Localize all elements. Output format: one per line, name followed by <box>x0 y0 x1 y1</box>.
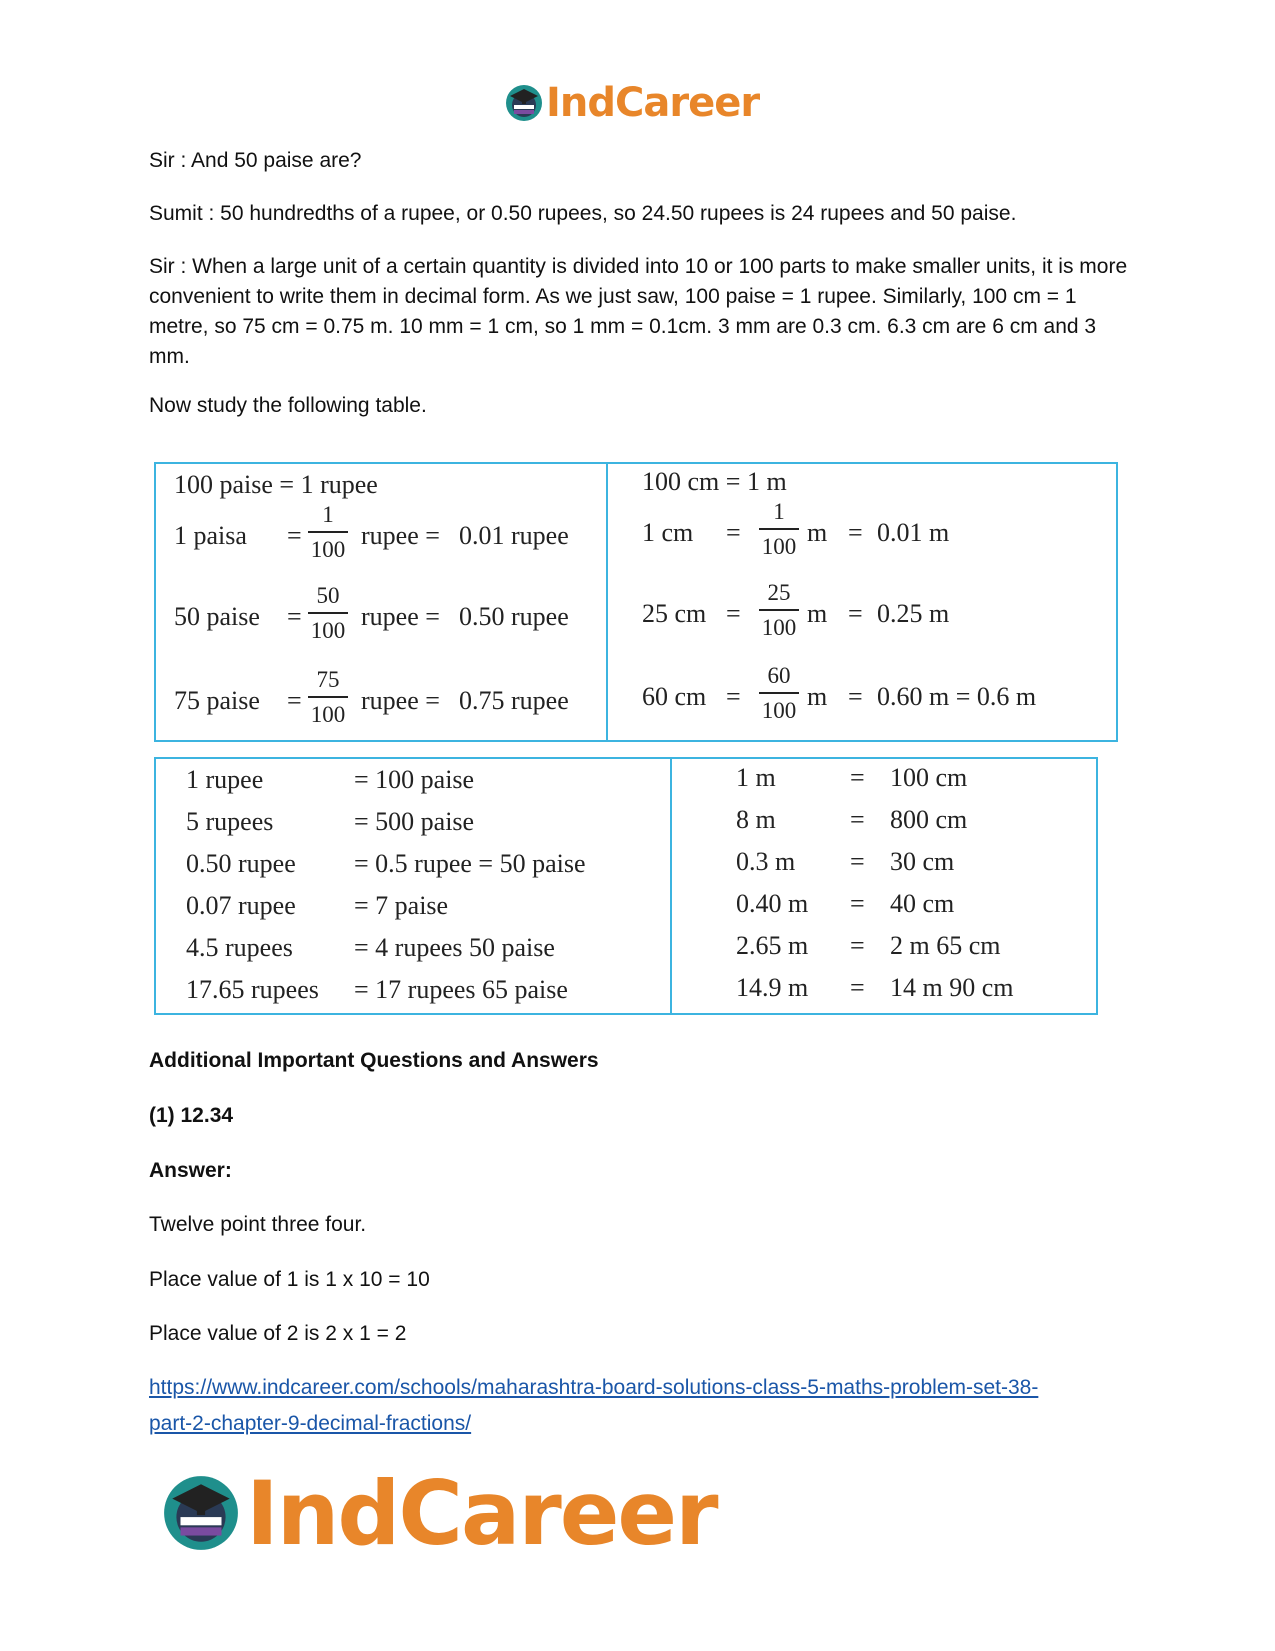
answer-line-3: Place value of 2 is 2 x 1 = 2 <box>149 1322 407 1345</box>
answer-line-2: Place value of 1 is 1 x 10 = 10 <box>149 1268 430 1291</box>
fraction: 50 100 <box>308 582 348 645</box>
fraction: 1 100 <box>759 498 799 561</box>
graduation-cap-book-icon <box>504 83 544 123</box>
fraction: 60 100 <box>759 662 799 725</box>
indcareer-logo-header <box>504 80 759 126</box>
table-intro: Now study the following table. <box>149 394 427 417</box>
table1-right-row-1: 100 cm = 1 m <box>642 467 787 496</box>
dialogue-sir-2: Sir : When a large unit of a certain quantity is divided into 10 or 100 parts to make smaller units, it is more convenient to write them in decimal form. As we just saw, 100 paise = 1 rupee. Similarly, 100 cm = 1 metre, so 75 cm = 0.75 m. 10 mm = 1 cm, so 1 mm = 0.1cm. 3 mm are 0.3 cm. 6.3 cm are 6 cm and 3 mm. <box>149 255 1128 368</box>
answer-label: Answer: <box>149 1159 232 1182</box>
fraction: 75 100 <box>308 666 348 729</box>
section-heading: Additional Important Questions and Answers <box>149 1049 599 1072</box>
conversion-table-fractions: 100 paise = 1 rupee 1 paisa = 1 100 rupee = 0.01 rupee 50 paise = 50 100 rupee = 0.50 rupee 75 paise = 75 100 rupee = 0.75 rupee 100 cm = 1 m 1 cm = 1 100 m = 0.01 m 25 cm = 25 100 m = 0.25 m 60 cm = 60 100 m = 0.60 m = 0.6 m <box>154 462 1118 742</box>
table1-left-row-1: 100 paise = 1 rupee <box>174 470 378 499</box>
conversion-table-units: 1 rupee = 100 paise 5 rupees = 500 paise 0.50 rupee = 0.5 rupee = 50 paise 0.07 rupee = 7 paise 4.5 rupees = 4 rupees 50 paise 17.65 rupees = 17 rupees 65 paise 1 m = 100 cm 8 m = 800 cm 0.3 m = 30 cm 0.40 m = 40 cm 2.65 m = 2 m 65 cm 14.9 m = 14 m 90 cm <box>154 757 1098 1015</box>
dialogue-sir-1: Sir : And 50 paise are? <box>149 149 362 172</box>
source-link[interactable] <box>149 1370 1129 1442</box>
graduation-cap-book-icon <box>160 1472 242 1554</box>
table-divider <box>606 464 608 740</box>
answer-line-1: Twelve point three four. <box>149 1213 367 1236</box>
logo-wordmark: IndCareer <box>246 1461 717 1565</box>
indcareer-logo-footer <box>160 1461 717 1565</box>
fraction: 25 100 <box>759 579 799 642</box>
logo-wordmark: IndCareer <box>546 80 760 126</box>
dialogue-sumit: Sumit : 50 hundredths of a rupee, or 0.50 rupees, so 24.50 rupees is 24 rupees and 50 paise. <box>149 202 1017 225</box>
fraction: 1 100 <box>308 501 348 564</box>
source-link-line-1[interactable]: https://www.indcareer.com/schools/maharashtra-board-solutions-class-5-maths-problem-set-38- <box>149 1376 1039 1399</box>
source-link-line-2[interactable]: part-2-chapter-9-decimal-fractions/ <box>149 1412 472 1435</box>
question-label: (1) 12.34 <box>149 1104 234 1127</box>
table-divider <box>670 759 672 1013</box>
